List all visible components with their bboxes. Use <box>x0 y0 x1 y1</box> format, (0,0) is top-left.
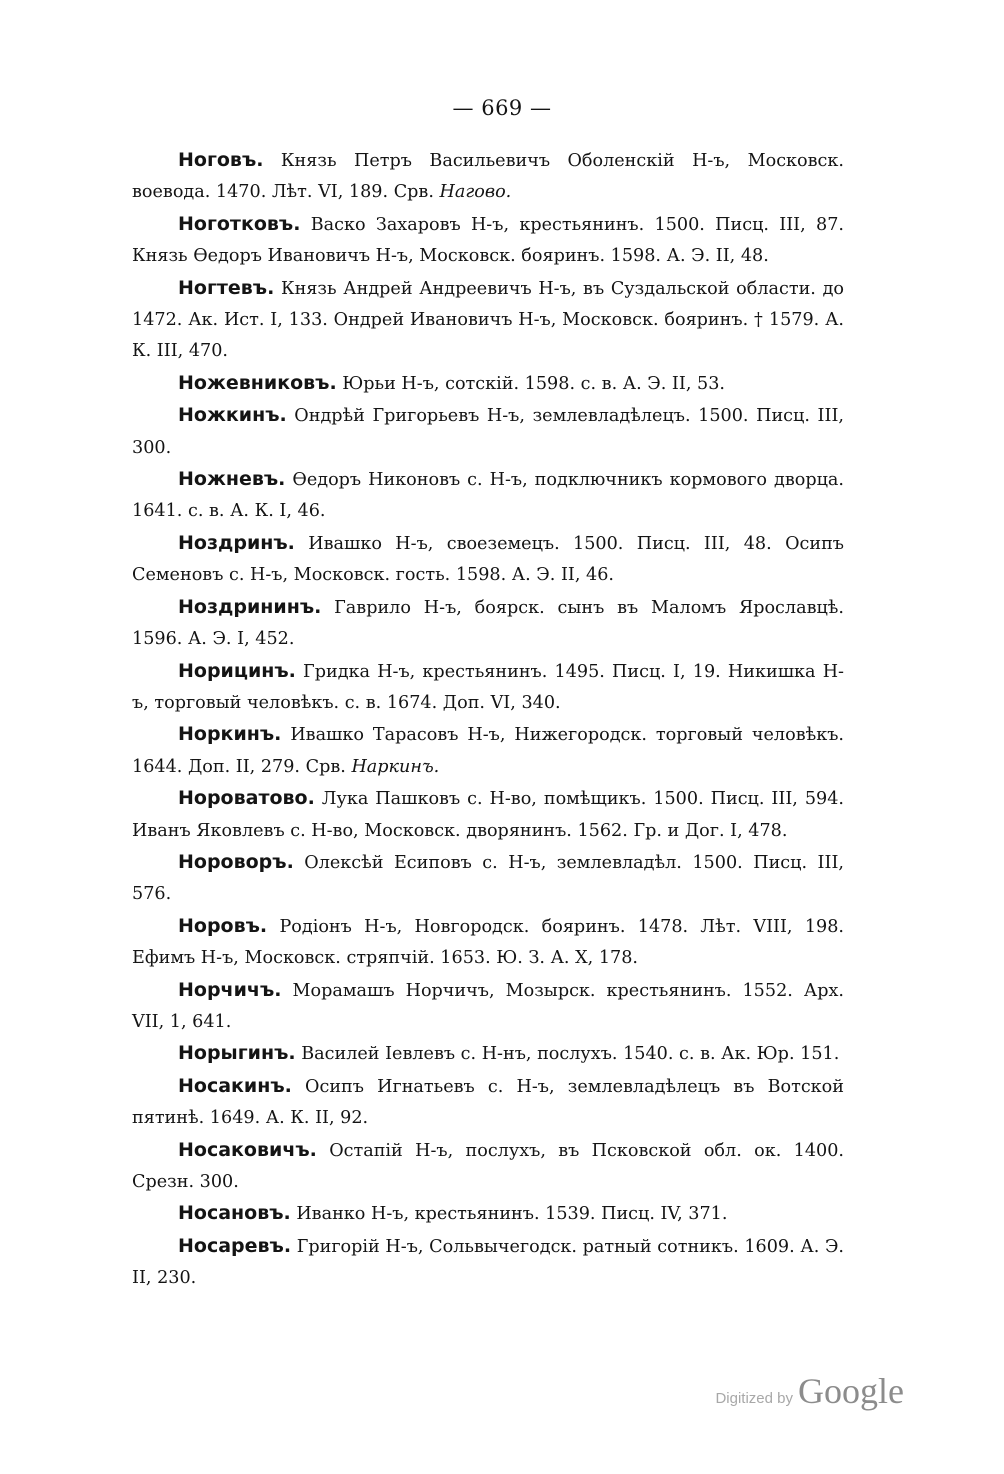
entry-text: Лука Пашковъ с. Н-во, помѣщикъ. 1500. Писц. III, 594. Иванъ Яковлевъ с. Н-во, Московск. дворянинъ. 1562. Гр. и Дог. I, 478. <box>132 789 844 841</box>
google-logo: Google <box>798 1371 904 1411</box>
entry <box>132 1038 844 1070</box>
entry-cross-reference: Наркинъ. <box>351 756 440 777</box>
entry-headword: Норыгинъ. <box>178 1042 296 1065</box>
entry-text: Васко Захаровъ Н-ъ, крестьянинъ. 1500. Писц. III, 87. Князь Ѳедоръ Ивановичъ Н-ъ, Московск. бояринъ. 1598. А. Э. II, 48. <box>132 214 844 267</box>
entry <box>132 1071 844 1135</box>
entry <box>132 975 844 1039</box>
entry <box>132 368 844 400</box>
entry-text: Ондрѣй Григорьевъ Н-ъ, землевладѣлецъ. 1500. Писц. III, 300. <box>132 406 844 458</box>
entry-text: Григорій Н-ъ, Сольвычегодск. ратный сотникъ. 1609. А. Э. II, 230. <box>132 1236 844 1289</box>
entry-text: Иванко Н-ъ, крестьянинъ. 1539. Писц. IV, 371. <box>290 1204 728 1225</box>
entry <box>132 592 844 656</box>
page-number: — 669 — <box>452 96 552 120</box>
entry-headword: Ноздринъ. <box>178 531 295 554</box>
digitized-by-watermark <box>715 1370 904 1412</box>
watermark-prefix: Digitized by <box>715 1390 794 1407</box>
entry-headword: Ноготковъ. <box>178 212 301 235</box>
entry-headword: Нороватово. <box>178 787 315 810</box>
entry-text: Родіонъ Н-ъ, Новгородск. бояринъ. 1478. Лѣт. VIII, 198. Ефимъ Н-ъ, Московск. стряпчій. 1653. Ю. З. А. X, 178. <box>132 916 844 969</box>
entry-text: Юрьи Н-ъ, сотскій. 1598. с. в. А. Э. II, 53. <box>336 373 725 394</box>
entry-headword: Носановъ. <box>178 1202 291 1225</box>
entry-text: Ивашко Н-ъ, своеземецъ. 1500. Писц. III, 48. Осипъ Семеновъ с. Н-ъ, Московск. гость. 1598. А. Э. II, 46. <box>132 533 844 586</box>
entry <box>132 528 844 592</box>
entry-text: Князь Андрей Андреевичъ Н-ъ, въ Суздальской области. до 1472. Ак. Ист. I, 133. Ондрей Ивановичъ Н-ъ, Московск. бояринъ. † 1579. А. К. III, 470. <box>132 278 844 362</box>
entry-text: Гридка Н-ъ, крестьянинъ. 1495. Писц. I, 19. Никишка Н-ъ, торговый человѣкъ. с. в. 1674. Доп. VI, 340. <box>132 661 844 713</box>
entry-headword: Ноговъ. <box>178 149 264 171</box>
entry <box>132 145 844 209</box>
entry-headword: Носаковичъ. <box>178 1138 317 1161</box>
entry-text: Остапій Н-ъ, послухъ, въ Псковской обл. ок. 1400. Срезн. 300. <box>132 1140 844 1192</box>
entry-headword: Носаревъ. <box>178 1234 292 1257</box>
entry-text: Олексѣй Есиповъ с. Н-ъ, землевладѣл. 1500. Писц. III, 576. <box>132 852 844 905</box>
entry-headword: Норицинъ. <box>178 659 296 682</box>
entry-text: Морамашъ Норчичъ, Мозырск. крестьянинъ. 1552. Арх. VII, 1, 641. <box>132 980 844 1032</box>
entry <box>132 847 844 911</box>
entry-text: Гаврило Н-ъ, боярск. сынъ въ Маломъ Ярославцѣ. 1596. А. Э. I, 452. <box>132 597 844 650</box>
entry <box>132 273 844 368</box>
entry-cross-reference: Нагово. <box>439 182 512 203</box>
entry-text: Князь Петръ Васильевичъ Оболенскій Н-ъ, Московск. воевода. 1470. Лѣт. VI, 189. Срв. <box>132 151 844 203</box>
dictionary-entries <box>132 145 844 1295</box>
entry <box>132 719 844 783</box>
entry-headword: Нороворъ. <box>178 850 294 873</box>
entry <box>132 209 844 273</box>
entry <box>132 1135 844 1199</box>
entry <box>132 1198 844 1230</box>
entry-headword: Норовъ. <box>178 914 268 937</box>
entry <box>132 1231 844 1295</box>
entry-headword: Ножевниковъ. <box>178 371 337 394</box>
entry-headword: Норчичъ. <box>178 978 282 1001</box>
entry-text: Василей Іевлевъ с. Н-нъ, послухъ. 1540. с. в. Ак. Юр. 151. <box>295 1044 840 1065</box>
entry-headword: Ножневъ. <box>178 468 286 491</box>
entry-text: Осипъ Игнатьевъ с. Н-ъ, землевладѣлецъ въ Вотской пятинѣ. 1649. А. К. II, 92. <box>132 1076 844 1129</box>
entry-headword: Ногтевъ. <box>178 276 275 299</box>
entry <box>132 464 844 528</box>
entry-text: Ѳедоръ Никоновъ с. Н-ъ, подключникъ кормового дворца. 1641. с. в. А. К. I, 46. <box>132 470 844 522</box>
entry <box>132 783 844 847</box>
entry <box>132 656 844 720</box>
entry-headword: Носакинъ. <box>178 1074 292 1097</box>
entry-headword: Ножкинъ. <box>178 404 287 427</box>
entry-headword: Ноздрининъ. <box>178 595 322 618</box>
entry-headword: Норкинъ. <box>178 723 282 746</box>
entry <box>132 400 844 464</box>
entry <box>132 911 844 975</box>
entry-text: Ивашко Тарасовъ Н-ъ, Нижегородск. торговый человѣкъ. 1644. Доп. II, 279. Срв. <box>132 725 844 777</box>
